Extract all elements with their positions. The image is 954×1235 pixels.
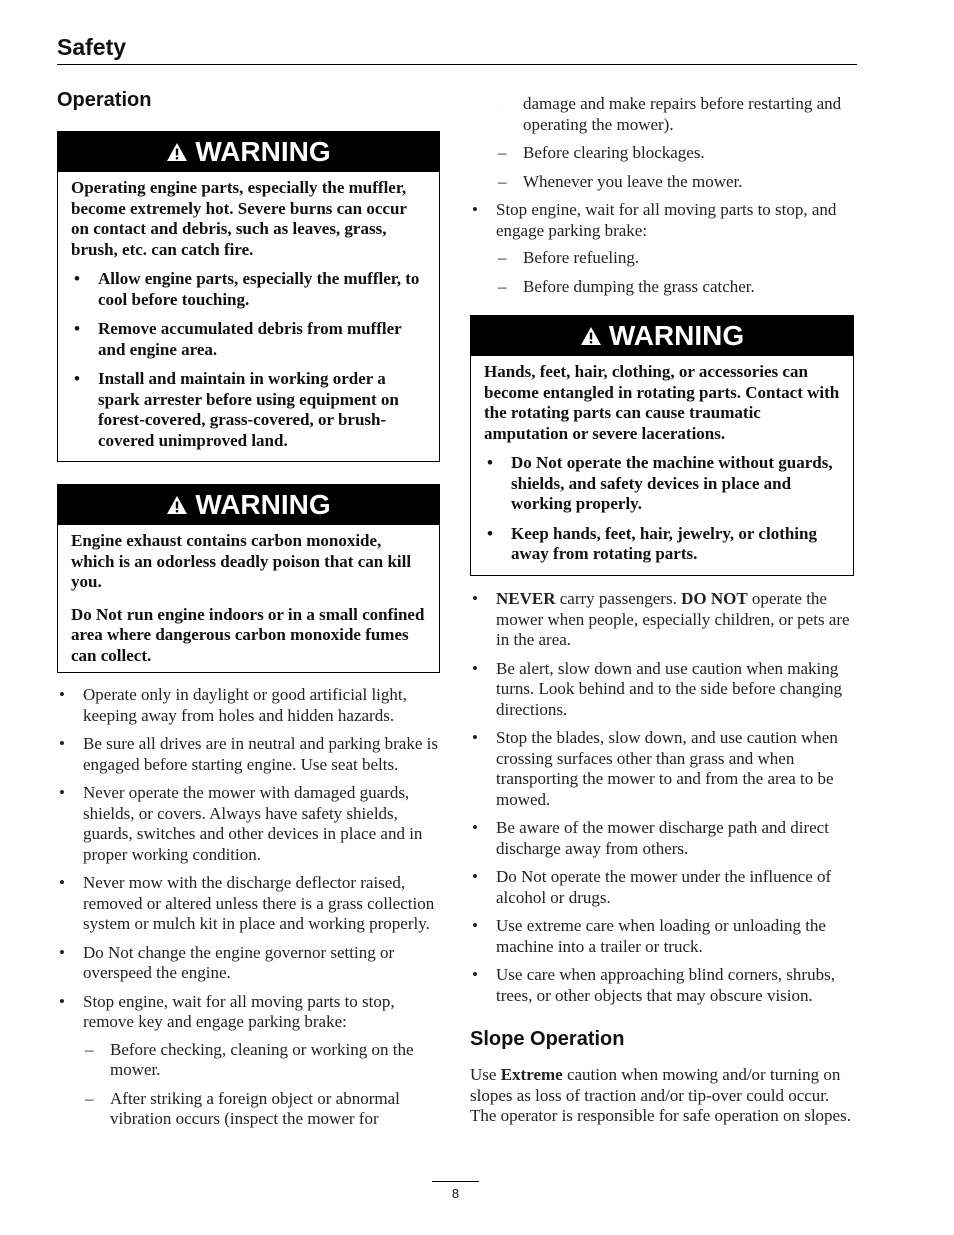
warning-triangle-icon bbox=[166, 142, 188, 162]
list-item-text: Stop engine, wait for all moving parts to stop, and engage parking brake: bbox=[496, 200, 837, 240]
emphasis-never: NEVER bbox=[496, 589, 556, 608]
warning-body bbox=[471, 356, 853, 575]
warning-bullets bbox=[484, 453, 840, 565]
sub-list-item: – Before dumping the grass catcher. bbox=[496, 277, 856, 298]
warning-intro: Hands, feet, hair, clothing, or accessories can become entangled in rotating parts. Contact with the rotating parts can cause traumatic amputation or severe lacerations. bbox=[484, 362, 840, 443]
list-item: • Be aware of the mower discharge path and direct discharge away from others. bbox=[470, 818, 856, 859]
warning-title: WARNING bbox=[608, 320, 745, 351]
warning-header bbox=[58, 132, 439, 172]
list-item: • Do Not operate the mower under the influence of alcohol or drugs. bbox=[470, 867, 856, 908]
warning-box-carbon-monoxide bbox=[57, 484, 440, 673]
list-item: • Never mow with the discharge deflector raised, removed or altered unless there is a grass collection system or mulch kit in place and working properly. bbox=[57, 873, 441, 935]
list-item: • Be sure all drives are in neutral and parking brake is engaged before starting engine. Use seat belts. bbox=[57, 734, 441, 775]
list-item: • Never operate the mower with damaged guards, shields, or covers. Always have safety shields, guards, switches and other devices in place and in proper working condition. bbox=[57, 783, 441, 865]
paragraph-text: Use bbox=[470, 1065, 501, 1084]
header-divider bbox=[57, 64, 857, 65]
warning-box-rotating-parts bbox=[470, 315, 854, 576]
warning-title: WARNING bbox=[195, 489, 331, 520]
list-item: • Stop the blades, slow down, and use caution when crossing surfaces other than grass and when transporting the mower to and from the area to be mowed. bbox=[470, 728, 856, 810]
sub-list bbox=[496, 94, 856, 192]
warning-body bbox=[58, 172, 439, 461]
list-item-text: Stop engine, wait for all moving parts to stop, remove key and engage parking brake: bbox=[83, 991, 395, 1031]
warning-intro: Operating engine parts, especially the muffler, become extremely hot. Severe burns can occur on contact and debris, such as leaves, grass, brush, etc. can catch fire. bbox=[71, 178, 407, 259]
list-item: • Be alert, slow down and use caution when making turns. Look behind and to the side before changing directions. bbox=[470, 659, 856, 721]
sub-list-item: – Before refueling. bbox=[496, 248, 856, 269]
continued-list bbox=[470, 94, 856, 305]
slope-operation-paragraph bbox=[470, 1065, 856, 1127]
sub-list bbox=[496, 248, 856, 297]
list-item bbox=[470, 589, 856, 651]
sub-list-item: – Whenever you leave the mower. bbox=[496, 172, 856, 193]
warning-paragraph: Engine exhaust contains carbon monoxide, which is an odorless deadly poison that can kill you. bbox=[71, 531, 412, 591]
warning-title: WARNING bbox=[195, 136, 331, 167]
list-item: • Use care when approaching blind corners, shrubs, trees, or other objects that may obscure vision. bbox=[470, 965, 856, 1006]
warning-bullet: • Do Not operate the machine without guards, shields, and safety devices in place and working properly. bbox=[484, 453, 840, 515]
operation-bullet-list bbox=[57, 685, 441, 1138]
warning-header bbox=[471, 316, 853, 356]
list-item: • Use extreme care when loading or unloading the machine into a trailer or truck. bbox=[470, 916, 856, 957]
list-item: • Do Not change the engine governor setting or overspeed the engine. bbox=[57, 943, 441, 984]
section-title: Safety bbox=[57, 34, 127, 60]
warning-body bbox=[58, 525, 439, 672]
list-item bbox=[470, 200, 856, 297]
warning-bullet: • Allow engine parts, especially the muffler, to cool before touching. bbox=[71, 269, 426, 310]
emphasis-extreme: Extreme bbox=[500, 1065, 563, 1084]
operation-bullet-list-right bbox=[470, 589, 856, 1014]
list-item-text: carry passengers. bbox=[555, 589, 682, 608]
list-item bbox=[57, 992, 441, 1130]
paragraph-text: caution when mowing and/or turning on slopes as loss of traction and/or tip-over could occur. The operator is responsible for safe operation on slopes. bbox=[470, 1065, 851, 1125]
warning-bullet: • Remove accumulated debris from muffler and engine area. bbox=[71, 319, 426, 360]
list-item-text: operate the mower when people, especially children, or pets are in the area. bbox=[496, 589, 850, 649]
sub-list-item: – Before clearing blockages. bbox=[496, 143, 856, 164]
sub-list-item: – Before checking, cleaning or working on the mower. bbox=[83, 1040, 441, 1081]
sub-list-item-continued: – damage and make repairs before restarting and operating the mower). bbox=[496, 94, 856, 135]
sub-list bbox=[83, 1040, 441, 1130]
warning-triangle-icon bbox=[580, 326, 602, 346]
list-item: • Operate only in daylight or good artificial light, keeping away from holes and hidden hazards. bbox=[57, 685, 441, 726]
page-number: 8 bbox=[451, 1186, 460, 1201]
warning-paragraph: Do Not run engine indoors or in a small confined area where dangerous carbon monoxide fumes can collect. bbox=[71, 604, 425, 665]
sub-list-item: – After striking a foreign object or abnormal vibration occurs (inspect the mower for bbox=[83, 1089, 441, 1130]
page-number-divider bbox=[432, 1181, 479, 1182]
slope-operation-heading: Slope Operation bbox=[470, 1028, 625, 1050]
emphasis-do-not: DO NOT bbox=[681, 589, 748, 608]
warning-bullet: • Keep hands, feet, hair, jewelry, or clothing away from rotating parts. bbox=[484, 524, 840, 565]
warning-bullet: • Install and maintain in working order a spark arrester before using equipment on forest-covered, grass-covered, or brush-covered unimproved land. bbox=[71, 369, 426, 451]
list-item-continued bbox=[470, 94, 856, 192]
warning-header bbox=[58, 485, 439, 525]
operation-heading: Operation bbox=[57, 89, 152, 111]
warning-box-hot-parts bbox=[57, 131, 440, 462]
warning-bullets bbox=[71, 269, 426, 451]
warning-triangle-icon bbox=[166, 495, 188, 515]
